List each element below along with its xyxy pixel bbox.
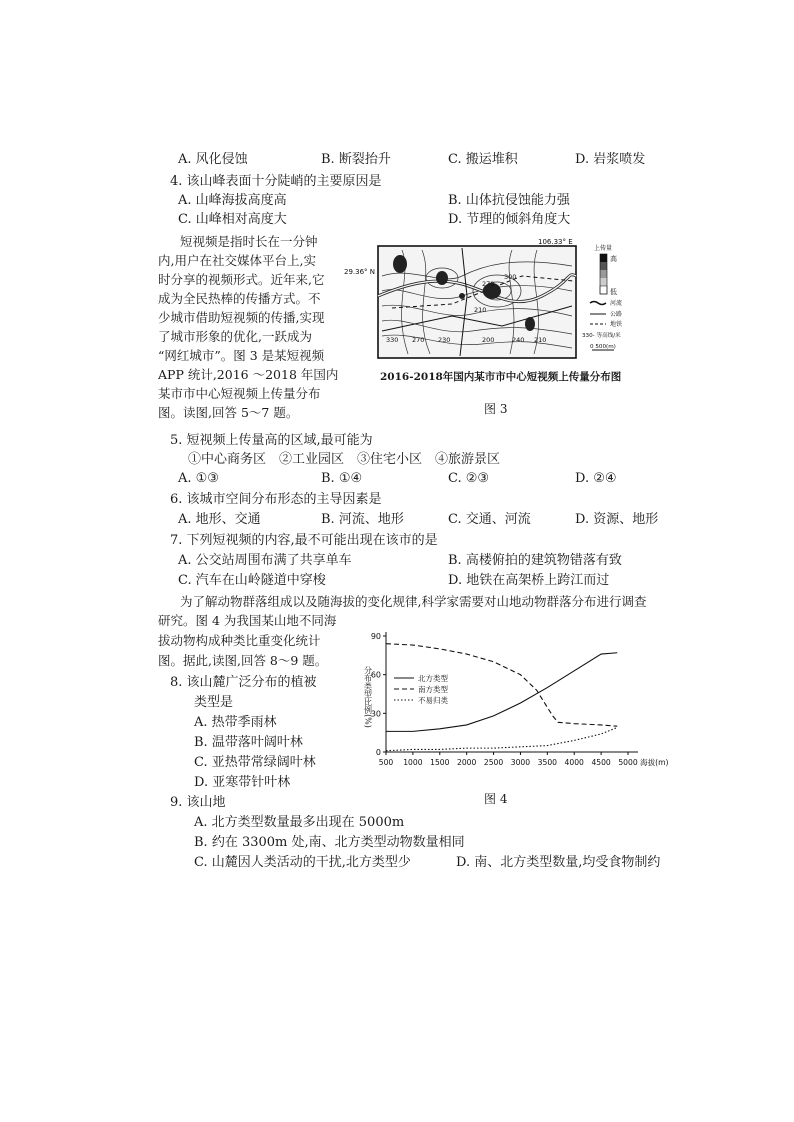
legend-title: 上传量 (594, 245, 613, 252)
contour-label-8: 270 (482, 280, 495, 288)
q5-stem: 5. 短视频上传量高的区域,最可能为 (170, 433, 373, 448)
q6-option-b: B. 河流、地形 (321, 512, 404, 527)
legend-low: 低 (610, 288, 617, 296)
x-tick-label-7: 4000 (564, 758, 584, 767)
q9-stem: 9. 该山地 (170, 795, 226, 810)
legend-label-0: 北方类型 (418, 674, 448, 683)
q6-option-c: C. 交通、河流 (448, 512, 531, 527)
legend-label-2: 不易归类 (418, 696, 448, 705)
y-tick-label-1: 30 (370, 709, 381, 719)
legend-label-1: 南方类型 (418, 685, 448, 694)
q5-option-c: C. ②③ (448, 471, 490, 486)
q7-option-b: B. 高楼俯拍的建筑物错落有致 (448, 553, 622, 568)
y-tick-label-2: 60 (370, 670, 381, 680)
legend-contour: 330- 等高线/米 (582, 333, 621, 339)
passage1-line-9: 某市市中心短视频上传量分布 (158, 386, 321, 401)
q5-option-a: A. ①③ (178, 471, 219, 486)
contour-label-9: 210 (534, 336, 547, 344)
y-tick-label-0: 0 (375, 748, 381, 757)
q8-option-b: B. 温带落叶阔叶林 (194, 735, 303, 750)
contour-label-3: 230 (438, 336, 451, 344)
q7-option-d: D. 地铁在高架桥上跨江而过 (448, 573, 610, 588)
q4-option-b: B. 山体抗侵蚀能力强 (448, 193, 570, 208)
latitude-label: 29.36° N (344, 268, 376, 276)
q8-option-a: A. 热带季雨林 (194, 715, 277, 730)
passage1-line-1: 短视频是指时长在一分钟 (180, 234, 318, 249)
q6-option-d: D. 资源、地形 (575, 512, 659, 527)
q5-option-b: B. ①④ (321, 471, 363, 486)
y-axis-label: 分布类型比例(%) (363, 666, 373, 728)
q9-option-c: C. 山麓因人类活动的干扰,北方类型少 (194, 855, 411, 870)
x-axis-label: 海拔(m) (640, 758, 669, 767)
passage1-line-2: 内,用户在社交媒体平台上,实 (158, 253, 316, 268)
y-tick-label-3: 90 (370, 632, 381, 641)
q4-stem: 4. 该山峰表面十分陡峭的主要原因是 (170, 174, 382, 189)
contour-label-4: 210 (474, 306, 487, 314)
q9-option-b: B. 约在 3300m 处,南、北方类型动物数量相同 (194, 835, 465, 850)
prev-option-c: C. 搬运堆积 (448, 152, 518, 167)
figure3-caption: 2016-2018年国内某市市中心短视频上传量分布图 (380, 371, 622, 383)
chart-legend (392, 672, 476, 708)
q9-option-d: D. 南、北方类型数量,均受食物制约 (456, 855, 661, 870)
q6-option-a: A. 地形、交通 (178, 512, 261, 527)
q8-option-c: C. 亚热带常绿阔叶林 (194, 755, 316, 770)
map-legend (582, 244, 622, 350)
q7-stem: 7. 下列短视频的内容,最不可能出现在该市的是 (170, 533, 438, 548)
x-tick-label-1: 1000 (403, 758, 423, 767)
x-tick-label-4: 2500 (483, 758, 504, 767)
contour-label-6: 300 (504, 273, 517, 281)
contour-label-5: 200 (482, 336, 495, 344)
figure3-map-svg (342, 236, 632, 366)
x-tick-label-5: 3000 (510, 758, 531, 767)
q5-items: ①中心商务区 ②工业园区 ③住宅小区 ④旅游景区 (188, 452, 501, 467)
passage1-line-7: “网红城市”。图 3 是某短视频 (158, 348, 325, 363)
figure4-chart (346, 626, 669, 776)
q4-option-d: D. 节理的倾斜角度大 (448, 212, 571, 227)
prev-option-b: B. 断裂抬升 (321, 152, 391, 167)
figure4-chart-svg (346, 626, 669, 776)
figure4-label: 图 4 (484, 792, 508, 806)
q5-option-d: D. ②④ (575, 471, 617, 486)
passage1-line-10: 图。读图,回答 5～7 题。 (158, 405, 299, 420)
q4-option-a: A. 山峰海拔高度高 (178, 193, 287, 208)
q8-option-d: D. 亚寒带针叶林 (194, 775, 291, 790)
passage2-line-2: 研究。图 4 为我国某山地不同海 (158, 613, 337, 628)
x-tick-label-8: 4500 (591, 758, 611, 767)
passage2-line-1: 为了解动物群落组成以及随海拔的变化规律,科学家需要对山地动物群落分布进行调查 (180, 594, 647, 609)
q8-stem-line2: 类型是 (194, 695, 234, 710)
contour-label-2: 270 (412, 336, 425, 344)
x-tick-label-6: 3500 (537, 758, 557, 767)
x-tick-label-0: 500 (378, 758, 394, 767)
legend-high: 高 (610, 255, 617, 263)
x-tick-label-2: 1500 (430, 758, 450, 767)
legend-metro: 地铁 (610, 321, 623, 328)
passage2-line-4: 图。据此,读图,回答 8～9 题。 (158, 653, 328, 668)
prev-option-a: A. 风化侵蚀 (178, 152, 248, 167)
figure3-label: 图 3 (484, 402, 508, 416)
q8-stem-line1: 8. 该山麓广泛分布的植被 (170, 675, 317, 690)
passage1-line-8: APP 统计,2016 ～2018 年国内 (158, 367, 339, 382)
q6-stem: 6. 该城市空间分布形态的主导因素是 (170, 492, 382, 507)
passage1-line-4: 成为全民热棒的传播方式。不 (158, 291, 321, 306)
q4-option-c: C. 山峰相对高度大 (178, 212, 287, 227)
x-tick-label-3: 2000 (457, 758, 477, 767)
passage1-line-5: 少城市借助短视频的传播,实现 (158, 310, 325, 325)
q7-option-a: A. 公交站周围布满了共享单车 (178, 553, 352, 568)
passage1-line-3: 时分享的视频形式。近年来,它 (158, 272, 325, 287)
legend-scale: 0 500(m) (590, 344, 616, 350)
contour-label-7: 240 (512, 336, 525, 344)
figure3-map (342, 236, 632, 366)
passage2-line-3: 拔动物构成种类比重变化统计 (158, 633, 321, 648)
prev-option-d: D. 岩浆喷发 (575, 152, 646, 167)
contour-label-1: 330 (386, 336, 399, 344)
q9-option-a: A. 北方类型数量最多出现在 5000m (194, 815, 405, 830)
passage1-line-6: 了城市形象的优化,一跃成为 (158, 329, 312, 344)
x-tick-label-9: 5000 (618, 758, 638, 767)
legend-river: 河流 (610, 300, 623, 307)
q7-option-c: C. 汽车在山岭隧道中穿梭 (178, 573, 326, 588)
legend-road: 公路 (610, 311, 623, 318)
longitude-label: 106.33° E (538, 238, 573, 246)
